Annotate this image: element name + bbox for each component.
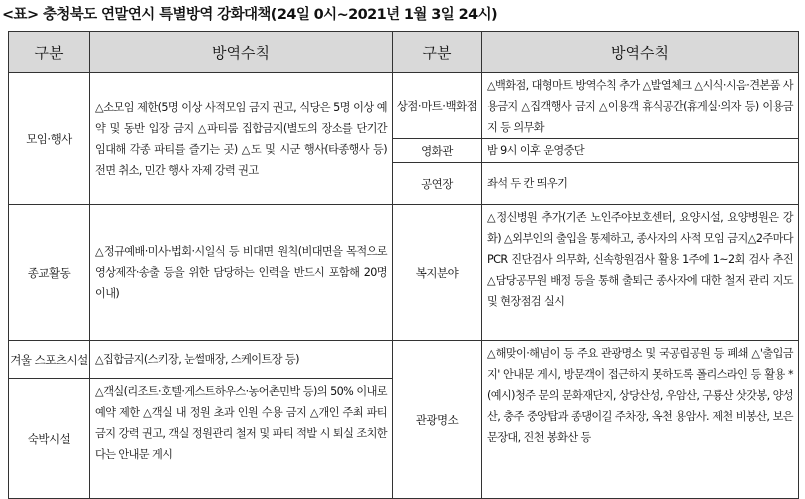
measure-lodging: △객실(리조트·호텔·게스트하우스·농어촌민박 등)의 50% 이내로 예약 제한 △객실 내 정원 초과 인원 수용 금지 △개인 주최 파티 금지 강력 권고, 객실 정원관리 철저 및 파티 적발 시 퇴실 조치한다는 안내문 게시 (90, 379, 393, 499)
category-theater: 공연장 (393, 163, 482, 205)
category-meeting: 모임·행사 (9, 73, 90, 205)
measure-welfare: △정신병원 추가(기존 노인주야보호센터, 요양시설, 요양병원은 강화) △외부인의 출입을 통제하고, 종사자의 사적 모임 금지△2주마다 PCR 진단검사 의무화, 신속항원검사 활용 1주에 1~2회 검사 추진 △담당공무원 배정 등을 통해 출퇴근 종사자에 대한 철저 관리 지도 및 현장점검 실시 (482, 205, 799, 341)
category-religion: 종교활동 (9, 205, 90, 341)
document-title: <표> 충청북도 연말연시 특별방역 강화대책(24일 0시~2021년 1월 3일 24시) (2, 7, 498, 23)
header-category-left: 구분 (9, 32, 90, 73)
measure-theater: 좌석 두 칸 띄우기 (482, 163, 799, 205)
category-tourism: 관광명소 (393, 341, 482, 499)
measure-religion: △정규예배·미사·법회·시일식 등 비대면 원칙(비대면을 목적으로 영상제작·송출 등을 위한 담당하는 인력을 반드시 포함해 20명 이내) (90, 205, 393, 341)
category-store: 상점·마트·백화점 (393, 73, 482, 139)
header-measures-left: 방역수칙 (90, 32, 393, 73)
category-cinema: 영화관 (393, 139, 482, 163)
measure-cinema: 밤 9시 이후 운영중단 (482, 139, 799, 163)
measure-store: △백화점, 대형마트 방역수칙 추가 △발열체크 △시식·시음·견본품 사용금지 △집객행사 금지 △이용객 휴식공간(휴게실·의자 등) 이용금지 등 의무화 (482, 73, 799, 139)
table-row (9, 73, 799, 139)
table-row (9, 341, 799, 379)
table-header-row (9, 32, 799, 73)
category-winter-sports: 겨울 스포츠시설 (9, 341, 90, 379)
header-measures-right: 방역수칙 (482, 32, 799, 73)
category-lodging: 숙박시설 (9, 379, 90, 499)
quarantine-measures-table (8, 31, 799, 499)
header-category-right: 구분 (393, 32, 482, 73)
category-welfare: 복지분야 (393, 205, 482, 341)
measure-meeting: △소모임 제한(5명 이상 사적모임 금지 권고, 식당은 5명 이상 예약 및 동반 입장 금지 △파티룸 집합금지(별도의 장소를 단기간 임대해 각종 파티를 즐기는 곳) △도 및 시군 행사(타종행사 등) 전면 취소, 민간 행사 자제 강력 권고 (90, 73, 393, 205)
measure-tourism: △해맞이·해넘이 등 주요 관광명소 및 국공립공원 등 폐쇄 △'출입금지' 안내문 게시, 방문객이 접근하지 못하도록 폴리스라인 등 활용 *(예시)청주 문의 문화재단지, 상당산성, 우암산, 구룡산 삿갓봉, 양성산, 충주 중앙탑과 종댕이길 주차장, 옥천 용암사. 제천 비봉산, 보은 문장대, 진천 봉화산 등 (482, 341, 799, 499)
measure-winter-sports: △집합금지(스키장, 눈썰매장, 스케이트장 등) (90, 341, 393, 379)
table-row (9, 205, 799, 341)
